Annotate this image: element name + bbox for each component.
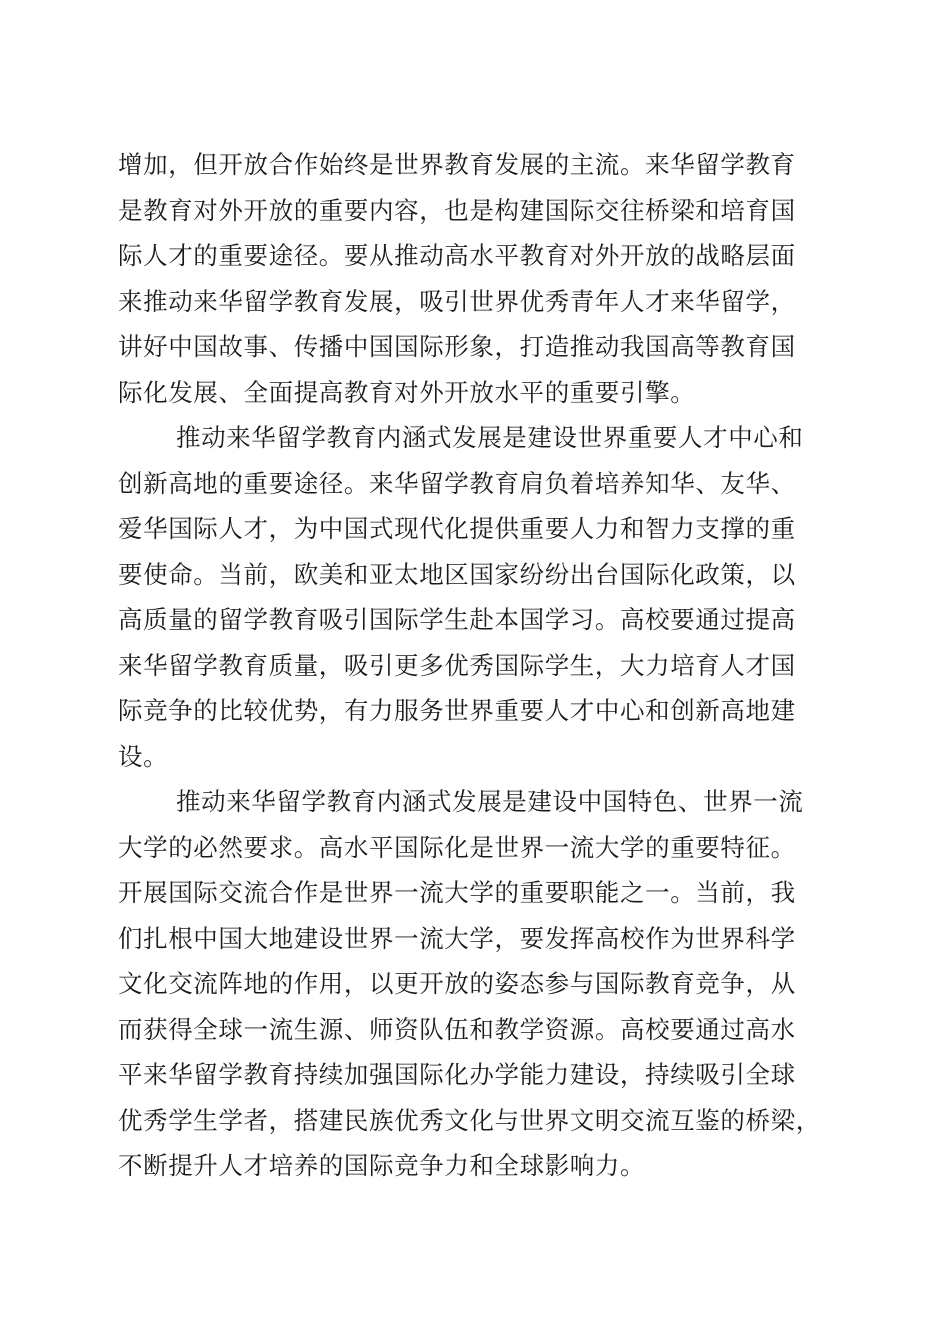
text-line: 讲好中国故事、传播中国国际形象，打造推动我国高等教育国: [118, 332, 796, 361]
text-line: 创新高地的重要途径。来华留学教育肩负着培养知华、友华、: [118, 468, 796, 498]
text-line: 推动来华留学教育内涵式发展是建设中国特色、世界一流: [176, 787, 804, 816]
paragraph-2: [118, 415, 828, 779]
text-line: 际人才的重要途径。要从推动高水平教育对外开放的战略层面: [118, 241, 796, 270]
text-line: 际竞争的比较优势，有力服务世界重要人才中心和创新高地建: [118, 696, 796, 725]
text-line: 设。: [118, 741, 169, 771]
text-line: 是教育对外开放的重要内容，也是构建国际交往桥梁和培育国: [118, 195, 796, 225]
text-line: 增加，但开放合作始终是世界教育发展的主流。来华留学教育: [118, 150, 796, 179]
text-line: 优秀学生学者，搭建民族优秀文化与世界文明交流互鉴的桥梁，: [118, 1105, 821, 1135]
text-line: 开展国际交流合作是世界一流大学的重要职能之一。当前，我: [118, 878, 796, 907]
text-line: 推动来华留学教育内涵式发展是建设世界重要人才中心和: [176, 423, 804, 452]
text-line: 文化交流阵地的作用，以更开放的姿态参与国际教育竞争，从: [118, 969, 796, 998]
text-line: 们扎根中国大地建设世界一流大学，要发挥高校作为世界科学: [118, 923, 796, 953]
document-body: [118, 142, 828, 1189]
paragraph-1: [118, 142, 828, 415]
text-line: 平来华留学教育持续加强国际化办学能力建设，持续吸引全球: [118, 1060, 796, 1089]
text-line: 大学的必然要求。高水平国际化是世界一流大学的重要特征。: [118, 832, 796, 862]
paragraph-3: [118, 779, 828, 1189]
text-line: 不断提升人才培养的国际竞争力和全球影响力。: [118, 1151, 646, 1180]
text-line: 际化发展、全面提高教育对外开放水平的重要引擎。: [118, 377, 696, 407]
text-line: 而获得全球一流生源、师资队伍和教学资源。高校要通过高水: [118, 1014, 796, 1044]
text-line: 来华留学教育质量，吸引更多优秀国际学生，大力培育人才国: [118, 650, 796, 680]
text-line: 要使命。当前，欧美和亚太地区国家纷纷出台国际化政策，以: [118, 559, 796, 589]
text-line: 来推动来华留学教育发展，吸引世界优秀青年人才来华留学，: [118, 286, 796, 316]
text-line: 爱华国际人才，为中国式现代化提供重要人力和智力支撑的重: [118, 514, 796, 543]
text-line: 高质量的留学教育吸引国际学生赴本国学习。高校要通过提高: [118, 605, 796, 634]
